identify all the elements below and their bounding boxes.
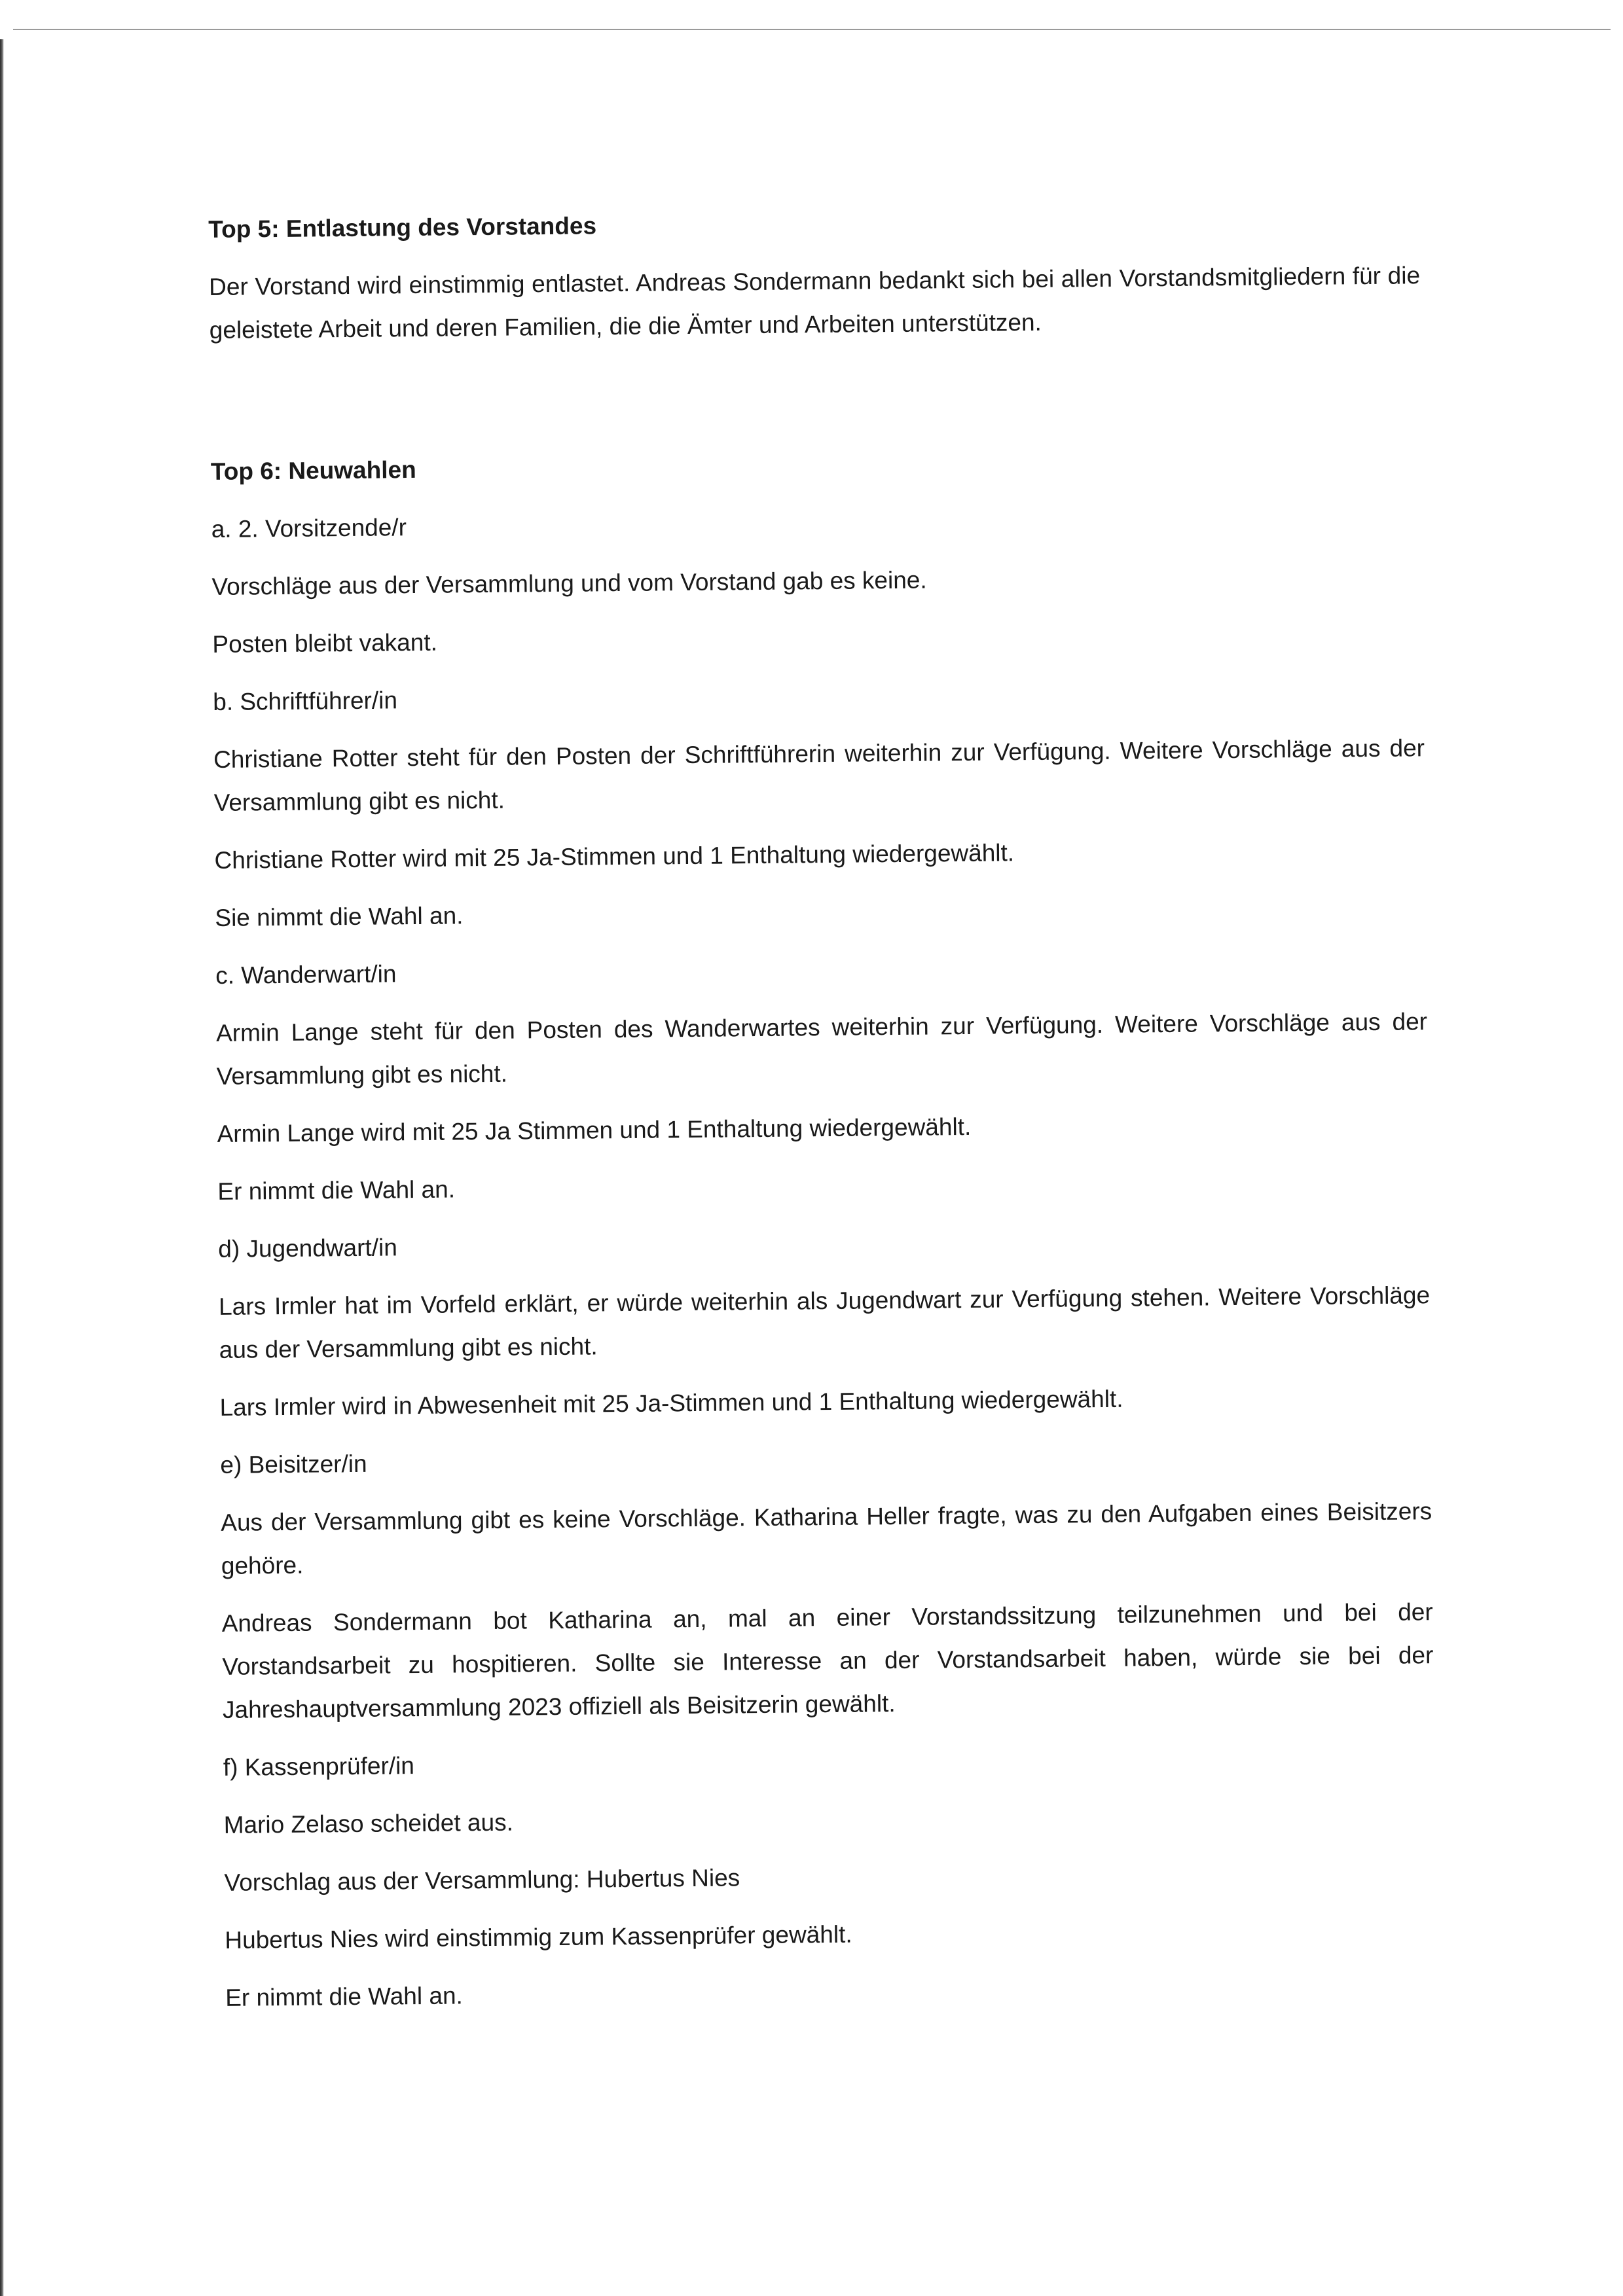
document-page <box>208 196 1436 2020</box>
item-heading-schriftfuehrer: b. Schriftführer/in <box>213 687 398 715</box>
paragraph-line: Er nimmt die Wahl an. <box>225 1982 464 2011</box>
paragraph-line: Lars Irmler hat im Vorfeld erklärt, er würde weiterhin als Jugendwart zur Verfügung stehen. Weitere Vorschläge aus der Versammlung gibt es nicht. <box>218 1282 1431 1363</box>
scan-top-edge <box>13 29 1611 30</box>
paragraph-line: Mario Zelaso scheidet aus. <box>223 1808 514 1839</box>
item-heading-wanderwart: c. Wanderwart/in <box>215 960 397 989</box>
paragraph-line: Vorschläge aus der Versammlung und vom Vorstand gab es keine. <box>211 566 927 600</box>
paragraph-line: Andreas Sondermann bot Katharina an, mal an einer Vorstandssitzung teilzunehmen und bei der Vorstandsarbeit zu hospitieren. Sollte sie Interesse an der Vorstandsarbeit haben, würde sie bei der Jahreshauptversammlung 2023 offiziell als Beisitzerin gewählt. <box>221 1598 1434 1723</box>
item-heading-beisitzer: e) Beisitzer/in <box>220 1450 367 1479</box>
paragraph-line: Lars Irmler wird in Abwesenheit mit 25 Ja-Stimmen und 1 Enthaltung wiedergewählt. <box>219 1385 1123 1421</box>
paragraph-line: Christiane Rotter wird mit 25 Ja-Stimmen und 1 Enthaltung wiedergewählt. <box>214 839 1015 874</box>
paragraph-line: Vorschlag aus der Versammlung: Hubertus Nies <box>224 1864 740 1896</box>
paragraph-line: Christiane Rotter steht für den Posten der Schriftführerin weiterhin zur Verfügung. Weitere Vorschläge aus der Versammlung gibt es nicht. <box>213 734 1425 816</box>
item-heading-jugendwart: d) Jugendwart/in <box>218 1234 397 1263</box>
top5-heading: Top 5: Entlastung des Vorstandes <box>208 212 597 243</box>
top5-paragraph: Der Vorstand wird einstimmig entlastet. Andreas Sondermann bedankt sich bei allen Vorstandsmitgliedern für die geleistete Arbeit und deren Familien, die die Ämter und Arbeiten unterstützen. <box>208 262 1421 344</box>
paragraph-line: Armin Lange wird mit 25 Ja Stimmen und 1 Enthaltung wiedergewählt. <box>217 1113 972 1147</box>
top6-heading: Top 6: Neuwahlen <box>210 456 416 485</box>
paragraph-line: Er nimmt die Wahl an. <box>217 1175 456 1205</box>
paragraph-line: Hubertus Nies wird einstimmig zum Kassenprüfer gewählt. <box>225 1920 852 1954</box>
paragraph-line: Posten bleibt vakant. <box>212 628 438 658</box>
paragraph-line: Sie nimmt die Wahl an. <box>215 902 464 931</box>
item-heading-vorsitzende: a. 2. Vorsitzende/r <box>211 514 407 543</box>
scan-left-edge <box>0 39 4 2296</box>
paragraph-line: Aus der Versammlung gibt es keine Vorschläge. Katharina Heller fragte, was zu den Aufgaben eines Beisitzers gehöre. <box>221 1498 1432 1579</box>
item-heading-kassenpruefer: f) Kassenprüfer/in <box>223 1752 415 1781</box>
paragraph-line: Armin Lange steht für den Posten des Wanderwartes weiterhin zur Verfügung. Weitere Vorschläge aus der Versammlung gibt es nicht. <box>215 1008 1428 1090</box>
